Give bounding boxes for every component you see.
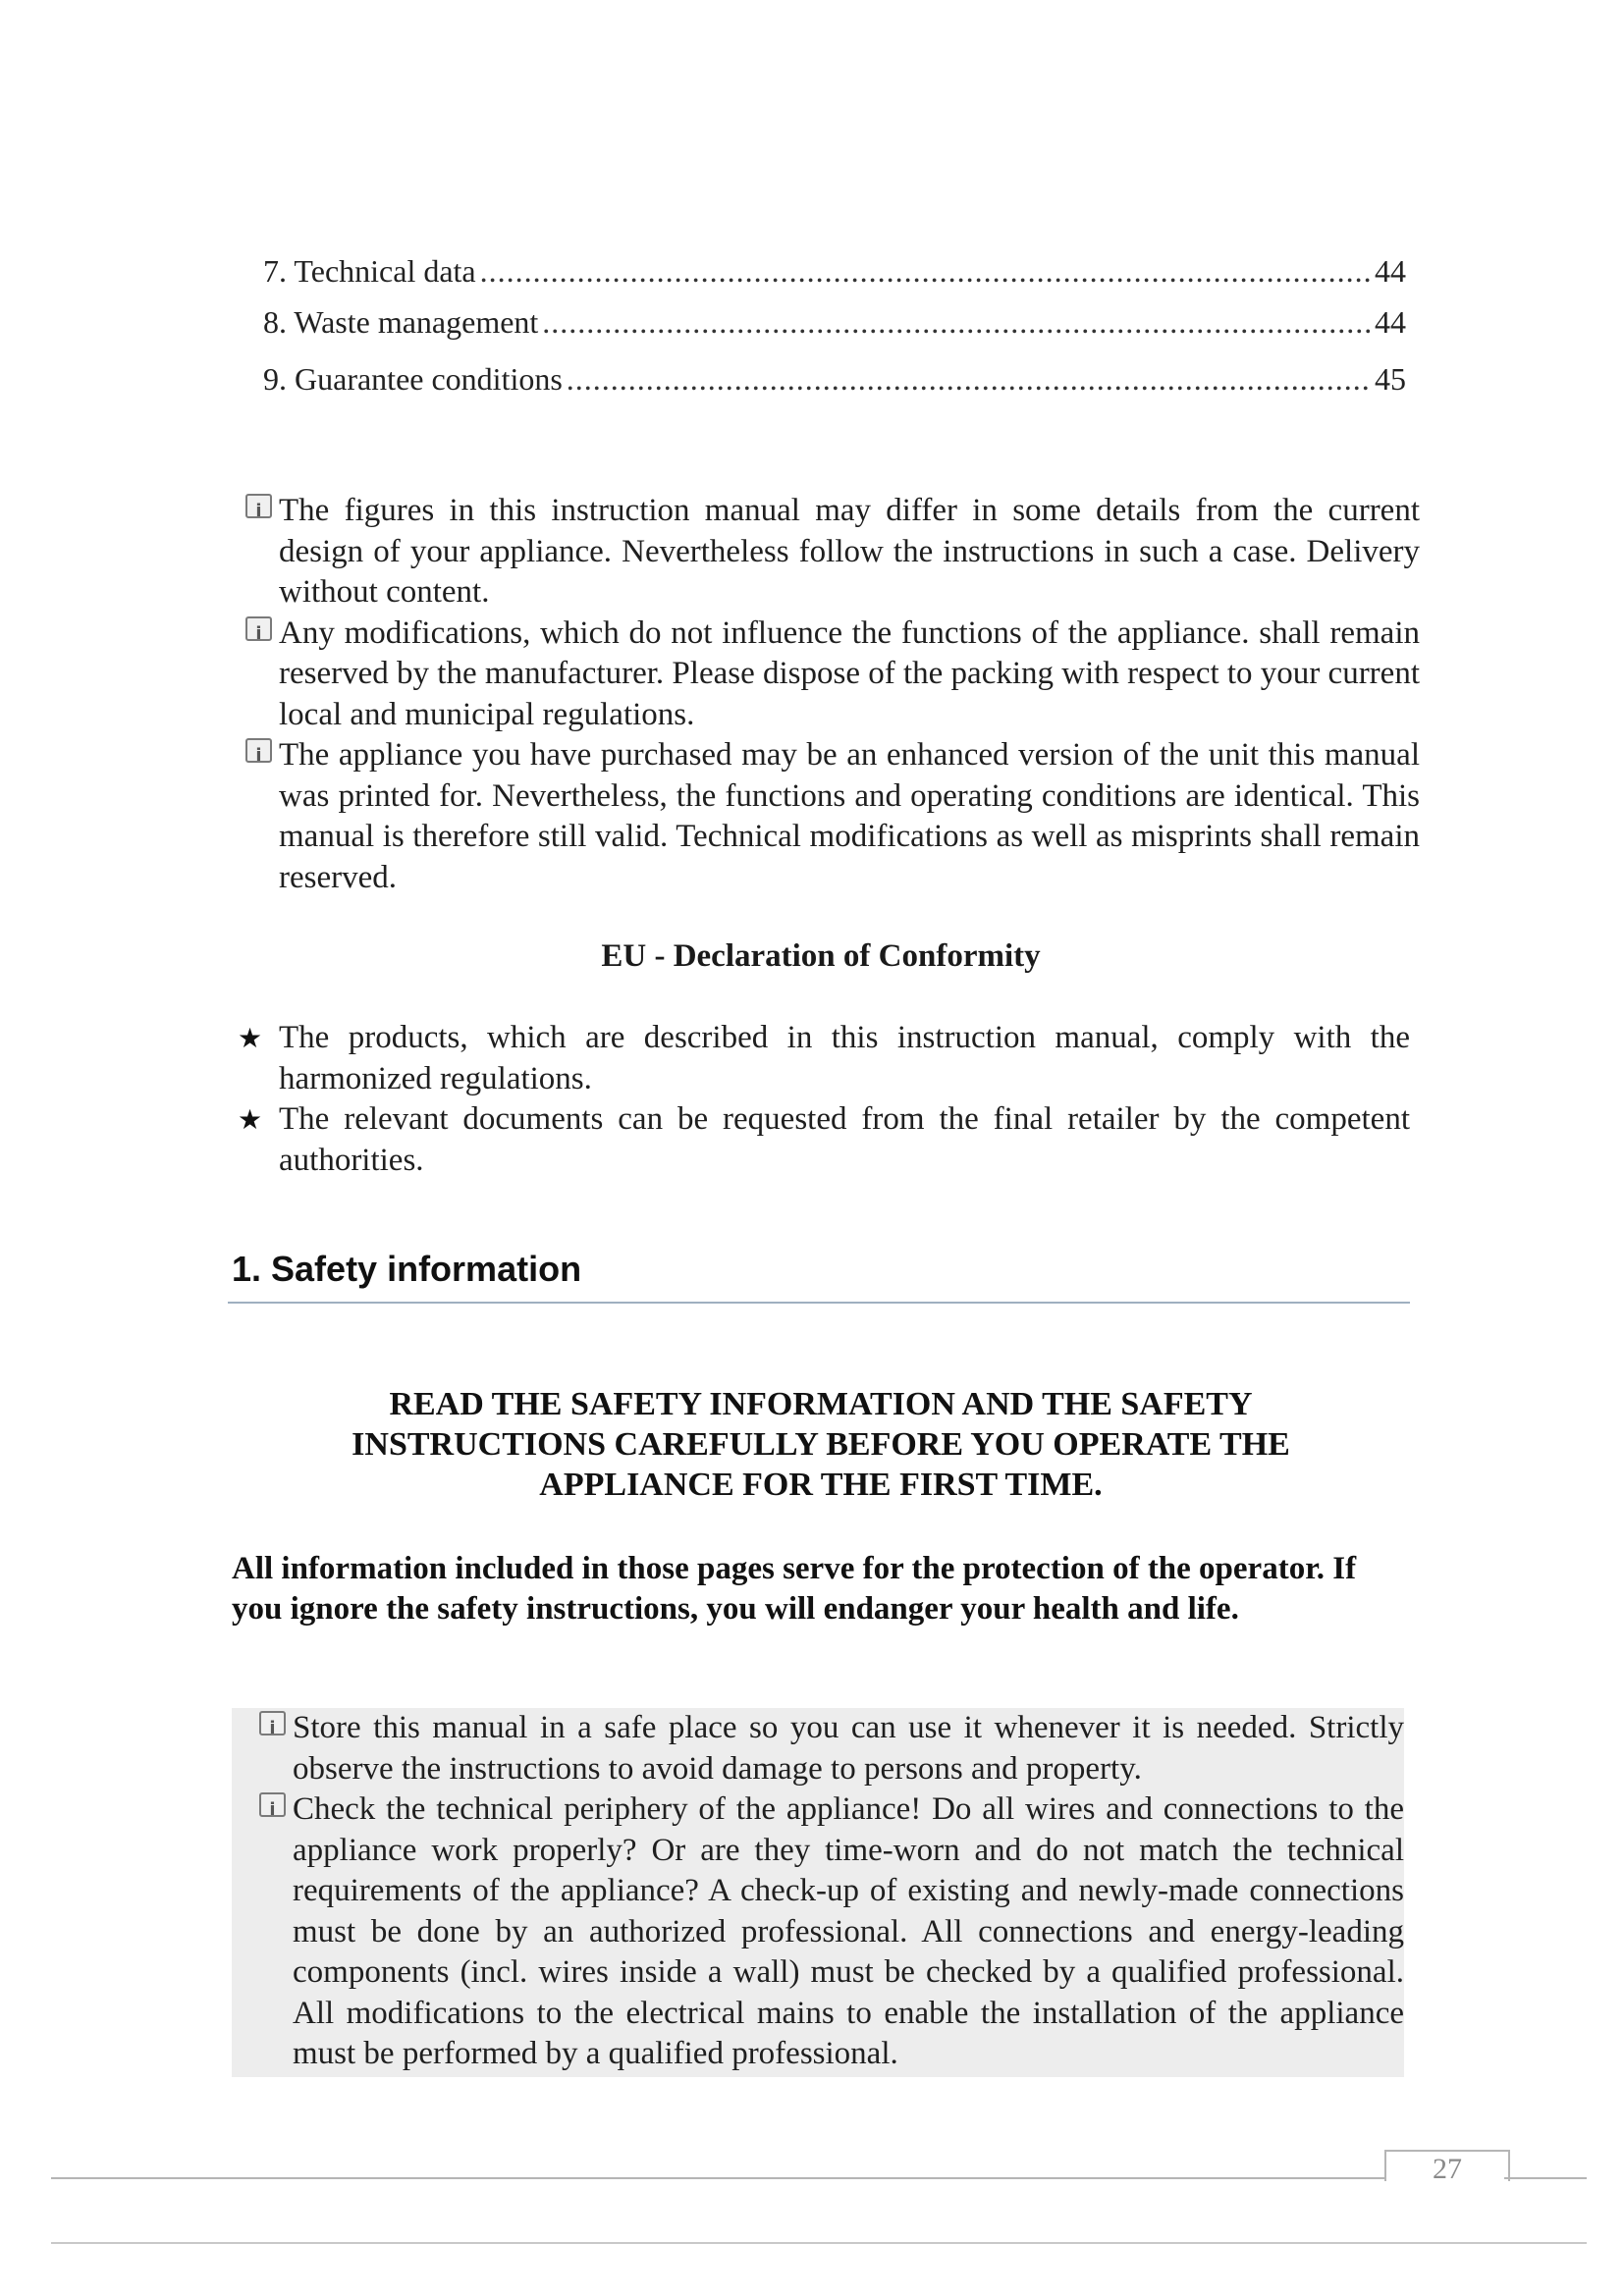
info-icon (245, 616, 272, 641)
toc-leader-dots (542, 304, 1371, 341)
info-note-text: Store this manual in a safe place so you can use it whenever it is needed. Strictly observe the instructions to avoid damage to persons and property. (293, 1710, 1404, 1787)
info-icon (245, 738, 272, 763)
toc-entry-guarantee-conditions[interactable] (263, 361, 1406, 400)
info-icon (259, 1711, 286, 1735)
info-note (245, 1708, 1404, 1789)
eu-declaration-heading: EU - Declaration of Conformity (601, 938, 1041, 974)
safety-warning-heading (232, 1384, 1410, 1505)
info-icon (259, 1792, 286, 1817)
toc-page-number: 44 (1375, 304, 1406, 340)
info-notes-shaded (245, 1708, 1404, 2075)
toc-entry-technical-data[interactable] (263, 253, 1406, 293)
safety-warning-paragraph: All information included in those pages serve for the protection of the operator. If you ignore the safety instructions, you will endanger your health and life. (232, 1551, 1357, 1627)
list-item-text: The products, which are described in this instruction manual, comply with the harmonized regulations. (279, 1020, 1410, 1096)
toc-leader-dots (567, 361, 1371, 398)
list-item (232, 1099, 1410, 1181)
info-note-text: The figures in this instruction manual may differ in some details from the current design of your appliance. Nevertheless follow the instructions in such a case. Delivery without content. (279, 493, 1420, 610)
toc-label: 8. Waste management (263, 304, 539, 340)
star-bullet-icon: ★ (238, 1103, 263, 1136)
section-title: 1. Safety information (232, 1249, 582, 1289)
info-notes-top (232, 491, 1420, 898)
info-note (245, 1789, 1404, 2075)
toc-label: 9. Guarantee conditions (263, 361, 563, 397)
list-item (232, 1018, 1410, 1099)
safety-warning-line: APPLIANCE FOR THE FIRST TIME. (539, 1467, 1103, 1503)
footer-rule (1504, 2177, 1587, 2179)
info-icon (245, 494, 272, 518)
footer-rule-bottom (51, 2242, 1587, 2244)
safety-warning-line: INSTRUCTIONS CAREFULLY BEFORE YOU OPERATE THE (352, 1426, 1290, 1463)
page-number: 27 (1384, 2150, 1510, 2181)
section-divider (228, 1302, 1410, 1304)
star-bullet-icon: ★ (238, 1022, 263, 1054)
info-note (232, 614, 1420, 736)
toc-label: 7. Technical data (263, 253, 476, 289)
safety-warning-line: READ THE SAFETY INFORMATION AND THE SAFETY (389, 1386, 1253, 1422)
toc-page-number: 45 (1375, 361, 1406, 397)
info-note (232, 491, 1420, 614)
toc-leader-dots (480, 253, 1371, 290)
info-note-text: The appliance you have purchased may be an enhanced version of the unit this manual was printed for. Nevertheless, the functions and operating conditions are identical. This manual is therefore still valid. Technical modifications as well as misprints shall remain reserved. (279, 737, 1420, 895)
info-note-text: Any modifications, which do not influence the functions of the appliance. shall remain reserved by the manufacturer. Please dispose of the packing with respect to your current local and municipal regulations. (279, 614, 1420, 732)
eu-declaration-list (232, 1018, 1410, 1181)
list-item-text: The relevant documents can be requested from the final retailer by the competent authorities. (279, 1101, 1410, 1178)
info-note-text: Check the technical periphery of the appliance! Do all wires and connections to the appliance work properly? Or are they time-worn and do not match the technical requirements of the appliance? A check-up of existing and newly-made connections must be done by an authorized professional. All connections and energy-leading components (incl. wires inside a wall) must be checked by a qualified professional. All modifications to the electrical mains to enable the installation of the appliance must be performed by a qualified professional. (293, 1791, 1404, 2071)
toc-page-number: 44 (1375, 253, 1406, 289)
toc-entry-waste-management[interactable] (263, 304, 1406, 344)
info-note (232, 735, 1420, 898)
shaded-notes-box (232, 1708, 1404, 2077)
footer-rule (51, 2177, 1386, 2179)
